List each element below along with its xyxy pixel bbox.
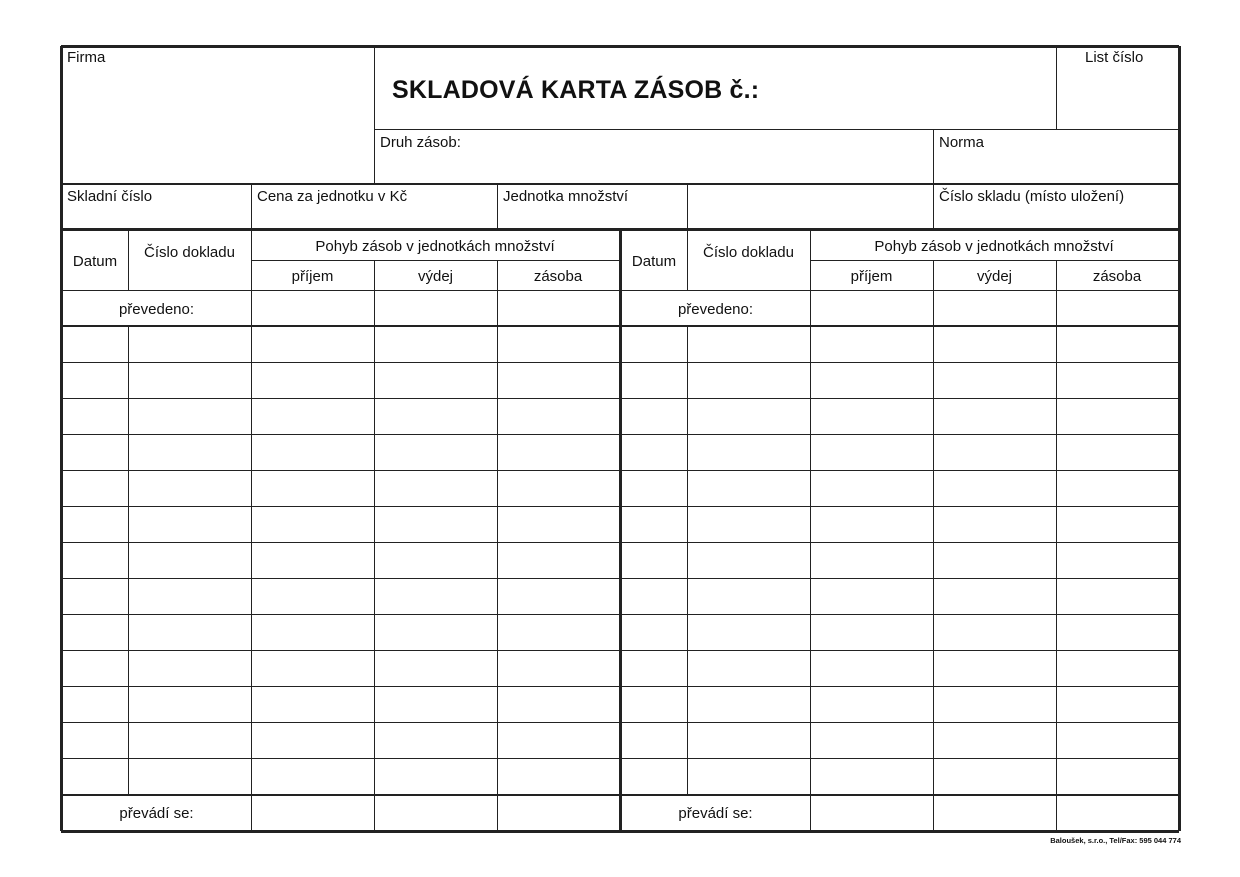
cena-label: Cena za jednotku v Kč — [257, 188, 408, 205]
rule-vertical — [1056, 46, 1057, 129]
rule-vertical — [933, 184, 934, 229]
rule-vertical — [1178, 46, 1181, 831]
right-cislo-dokladu-header: Číslo dokladu — [703, 244, 794, 261]
rule-vertical — [933, 129, 934, 184]
rule-vertical — [1056, 260, 1057, 831]
rule-vertical — [374, 260, 375, 831]
rule-vertical — [687, 184, 688, 229]
rule-vertical — [374, 46, 375, 184]
rule-vertical — [687, 326, 688, 795]
left-prijem-header: příjem — [291, 268, 334, 285]
skladni-cislo-label: Skladní číslo — [67, 188, 153, 205]
left-cislo-dokladu-header: Číslo dokladu — [144, 244, 235, 261]
cislo-skladu-label: Číslo skladu (místo uložení) — [939, 188, 1125, 205]
rule-vertical — [497, 260, 498, 831]
right-prevadi-se-label: převádí se: — [678, 805, 753, 822]
left-zasoba-header: zásoba — [533, 268, 583, 285]
rule-horizontal — [374, 129, 1179, 130]
rule-vertical — [251, 184, 252, 229]
left-pohyb-header: Pohyb zásob v jednotkách množství — [315, 238, 555, 255]
firma-label: Firma — [67, 49, 106, 66]
rule-vertical — [497, 184, 498, 229]
printer-footer: Baloušek, s.r.o., Tel/Fax: 595 044 774 — [1050, 836, 1181, 845]
left-prevedeno-label: převedeno: — [118, 301, 195, 318]
form-title: SKLADOVÁ KARTA ZÁSOB č.: — [392, 76, 760, 104]
rule-vertical — [687, 229, 688, 290]
list-cislo-label: List číslo — [1085, 49, 1144, 66]
rule-vertical — [128, 326, 129, 795]
right-vydej-header: výdej — [976, 268, 1013, 285]
rule-vertical — [619, 229, 622, 831]
rule-horizontal — [61, 183, 1179, 185]
left-prevadi-se-label: převádí se: — [119, 805, 194, 822]
rule-vertical — [933, 260, 934, 831]
rule-horizontal — [810, 260, 1179, 261]
right-zasoba-header: zásoba — [1092, 268, 1142, 285]
rule-vertical — [251, 229, 252, 831]
right-prijem-header: příjem — [850, 268, 893, 285]
rule-vertical — [128, 229, 129, 290]
rule-vertical — [60, 46, 63, 831]
left-vydej-header: výdej — [417, 268, 454, 285]
right-prevedeno-label: převedeno: — [677, 301, 754, 318]
rule-horizontal — [61, 45, 1179, 48]
druh-zasob-label: Druh zásob: — [380, 134, 461, 151]
rule-vertical — [810, 229, 811, 831]
norma-label: Norma — [939, 134, 985, 151]
right-datum-header: Datum — [631, 253, 677, 270]
rule-horizontal — [251, 260, 619, 261]
left-datum-header: Datum — [72, 253, 118, 270]
right-pohyb-header: Pohyb zásob v jednotkách množství — [874, 238, 1114, 255]
jednotka-label: Jednotka množství — [503, 188, 629, 205]
